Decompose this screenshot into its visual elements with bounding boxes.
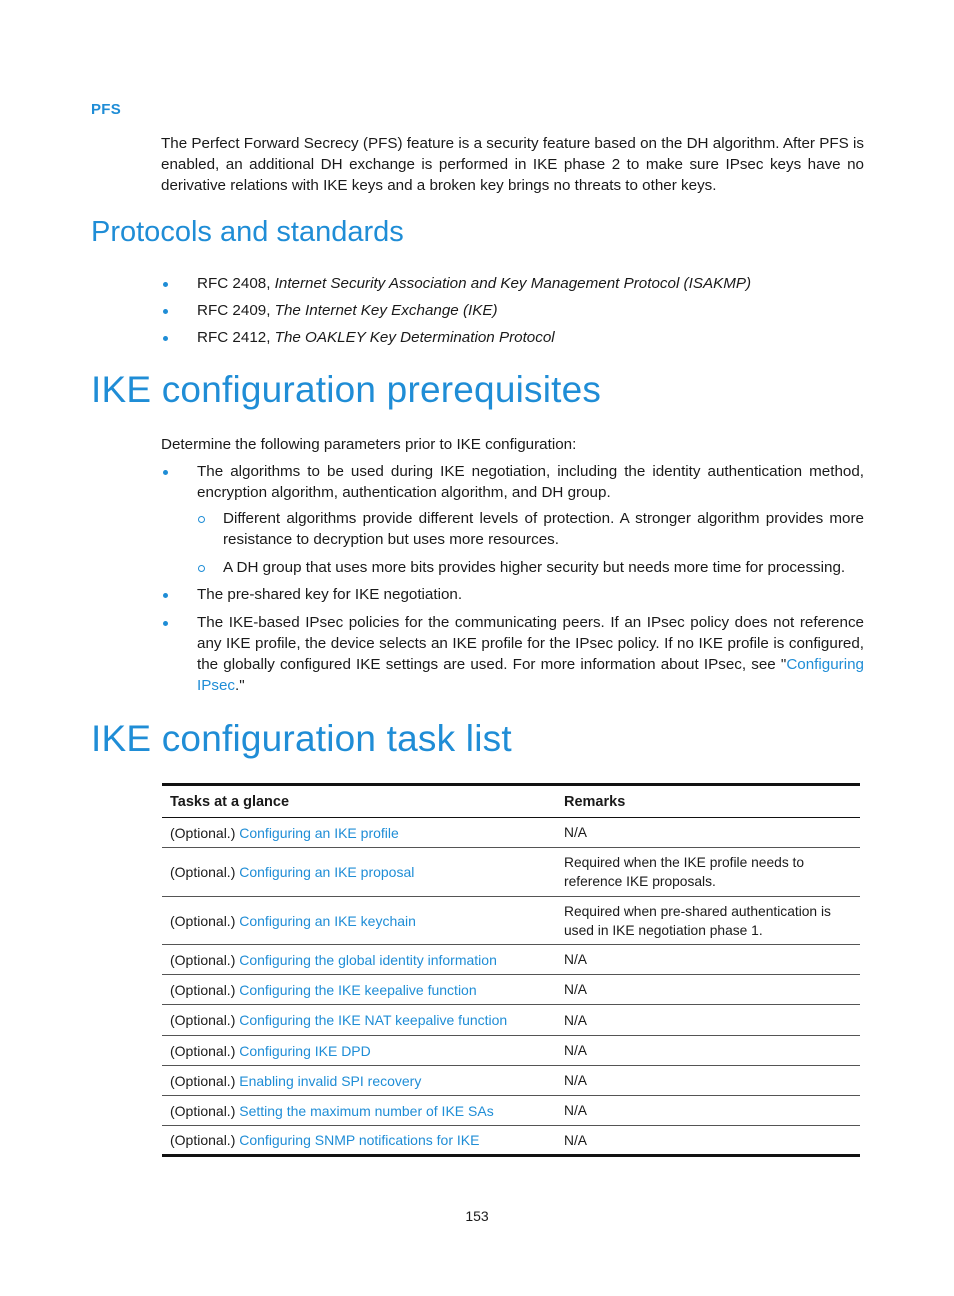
remark-cell: Required when pre-shared authentication is used in IKE negotiation phase 1. xyxy=(556,897,860,945)
list-item: RFC 2412, The OAKLEY Key Determination Protocol xyxy=(161,327,864,348)
bullet-icon xyxy=(163,309,168,314)
bullet-icon xyxy=(163,621,168,626)
remark-cell: N/A xyxy=(564,1132,587,1148)
protocols-list xyxy=(161,273,864,348)
prerequisites-list xyxy=(161,461,864,696)
sub-list-item: Different algorithms provide different levels of protection. A stronger algorithm provides more resistance to decryption but uses more resources. xyxy=(197,508,864,550)
task-link[interactable]: Configuring the global identity information xyxy=(239,951,497,968)
remark-cell: N/A xyxy=(556,1005,860,1036)
sub-list xyxy=(197,508,864,578)
task-link[interactable]: Configuring an IKE proposal xyxy=(239,864,415,880)
task-link[interactable]: Configuring the IKE keepalive function xyxy=(239,981,477,998)
sub-list-item: A DH group that uses more bits provides higher security but needs more time for processing. xyxy=(197,557,864,578)
list-item: RFC 2408, Internet Security Association and Key Management Protocol (ISAKMP) xyxy=(161,273,864,294)
task-list-heading: IKE configuration task list xyxy=(91,718,512,759)
table-row xyxy=(162,945,860,975)
circle-bullet-icon xyxy=(198,565,205,572)
table-row xyxy=(162,897,860,945)
task-cell: (Optional.) Configuring the IKE keepalive function xyxy=(162,975,556,1005)
remark-cell: N/A xyxy=(556,945,860,975)
task-cell: (Optional.) Configuring IKE DPD xyxy=(162,1036,556,1066)
task-link[interactable]: Configuring the IKE NAT keepalive function xyxy=(239,1012,508,1028)
task-link[interactable]: Configuring IKE DPD xyxy=(239,1042,371,1059)
task-link[interactable]: Enabling invalid SPI recovery xyxy=(239,1072,422,1089)
task-cell: (Optional.) Configuring an IKE keychain xyxy=(162,897,556,945)
table-row xyxy=(162,818,860,848)
table-row xyxy=(162,1036,860,1066)
configuring-ipsec-link[interactable]: Configuring IPsec xyxy=(197,656,864,694)
table-row xyxy=(162,1126,860,1156)
task-cell: (Optional.) Configuring the IKE NAT keepalive function xyxy=(162,1005,556,1036)
remark-cell: N/A xyxy=(556,1096,860,1126)
prerequisites-intro: Determine the following parameters prior to IKE configuration: xyxy=(161,436,577,453)
table-row xyxy=(162,1066,860,1096)
list-item: RFC 2409, The Internet Key Exchange (IKE) xyxy=(161,300,864,321)
pfs-paragraph: The Perfect Forward Secrecy (PFS) feature is a security feature based on the DH algorithm. After PFS is enabled, an additional DH exchange is performed in IKE phase 2 to make sure IPsec keys have no derivative relations with IKE keys and a broken key brings no threats to other keys. xyxy=(161,135,864,194)
table-row xyxy=(162,1096,860,1126)
task-link[interactable]: Configuring an IKE profile xyxy=(239,824,399,841)
list-item: The pre-shared key for IKE negotiation. xyxy=(161,584,864,605)
column-header-remarks: Remarks xyxy=(556,785,860,818)
table-row xyxy=(162,975,860,1005)
bullet-icon xyxy=(163,470,168,475)
task-table xyxy=(162,783,860,1157)
remark-cell: Required when the IKE profile needs to reference IKE proposals. xyxy=(556,848,860,897)
task-link[interactable]: Configuring an IKE keychain xyxy=(239,912,416,929)
bullet-icon xyxy=(163,336,168,341)
bullet-icon xyxy=(163,282,168,287)
protocols-heading: Protocols and standards xyxy=(91,216,404,248)
page-number: 153 xyxy=(465,1208,489,1224)
pfs-heading: PFS xyxy=(91,101,122,118)
prerequisites-heading: IKE configuration prerequisites xyxy=(91,369,602,410)
remark-cell: N/A xyxy=(556,1036,860,1066)
column-header-tasks: Tasks at a glance xyxy=(162,785,556,818)
remark-cell: N/A xyxy=(556,818,860,848)
task-cell: (Optional.) Setting the maximum number of IKE SAs xyxy=(162,1096,556,1126)
task-link[interactable]: Configuring SNMP notifications for IKE xyxy=(239,1132,480,1148)
table-row xyxy=(162,1005,860,1036)
task-cell: (Optional.) Configuring an IKE proposal xyxy=(162,848,556,897)
list-item: The IKE-based IPsec policies for the communicating peers. If an IPsec policy does not reference any IKE profile, the device selects an IKE profile for the IPsec policy. If no IKE profile is configured, the globally configured IKE settings are used. For more information about IPsec, see "Configuring IPsec." xyxy=(161,612,864,696)
list-item: The algorithms to be used during IKE negotiation, including the identity authentication method, encryption algorithm, authentication algorithm, and DH group. Different algorithms provide different levels of protection. A stronger algorithm provides more resistance to decryption but uses more resources. A DH group that uses more bits provides higher security but needs more time for processing. xyxy=(161,461,864,578)
table-row xyxy=(162,848,860,897)
task-cell: (Optional.) Configuring SNMP notifications for IKE xyxy=(170,1132,480,1148)
table-header-row xyxy=(162,785,860,818)
remark-cell: N/A xyxy=(556,1066,860,1096)
task-cell: (Optional.) Configuring the global identity information xyxy=(162,945,556,975)
task-cell: (Optional.) Configuring an IKE profile xyxy=(162,818,556,848)
circle-bullet-icon xyxy=(198,516,205,523)
task-link[interactable]: Setting the maximum number of IKE SAs xyxy=(239,1102,494,1119)
task-cell: (Optional.) Enabling invalid SPI recovery xyxy=(162,1066,556,1096)
remark-cell: N/A xyxy=(556,975,860,1005)
bullet-icon xyxy=(163,593,168,598)
